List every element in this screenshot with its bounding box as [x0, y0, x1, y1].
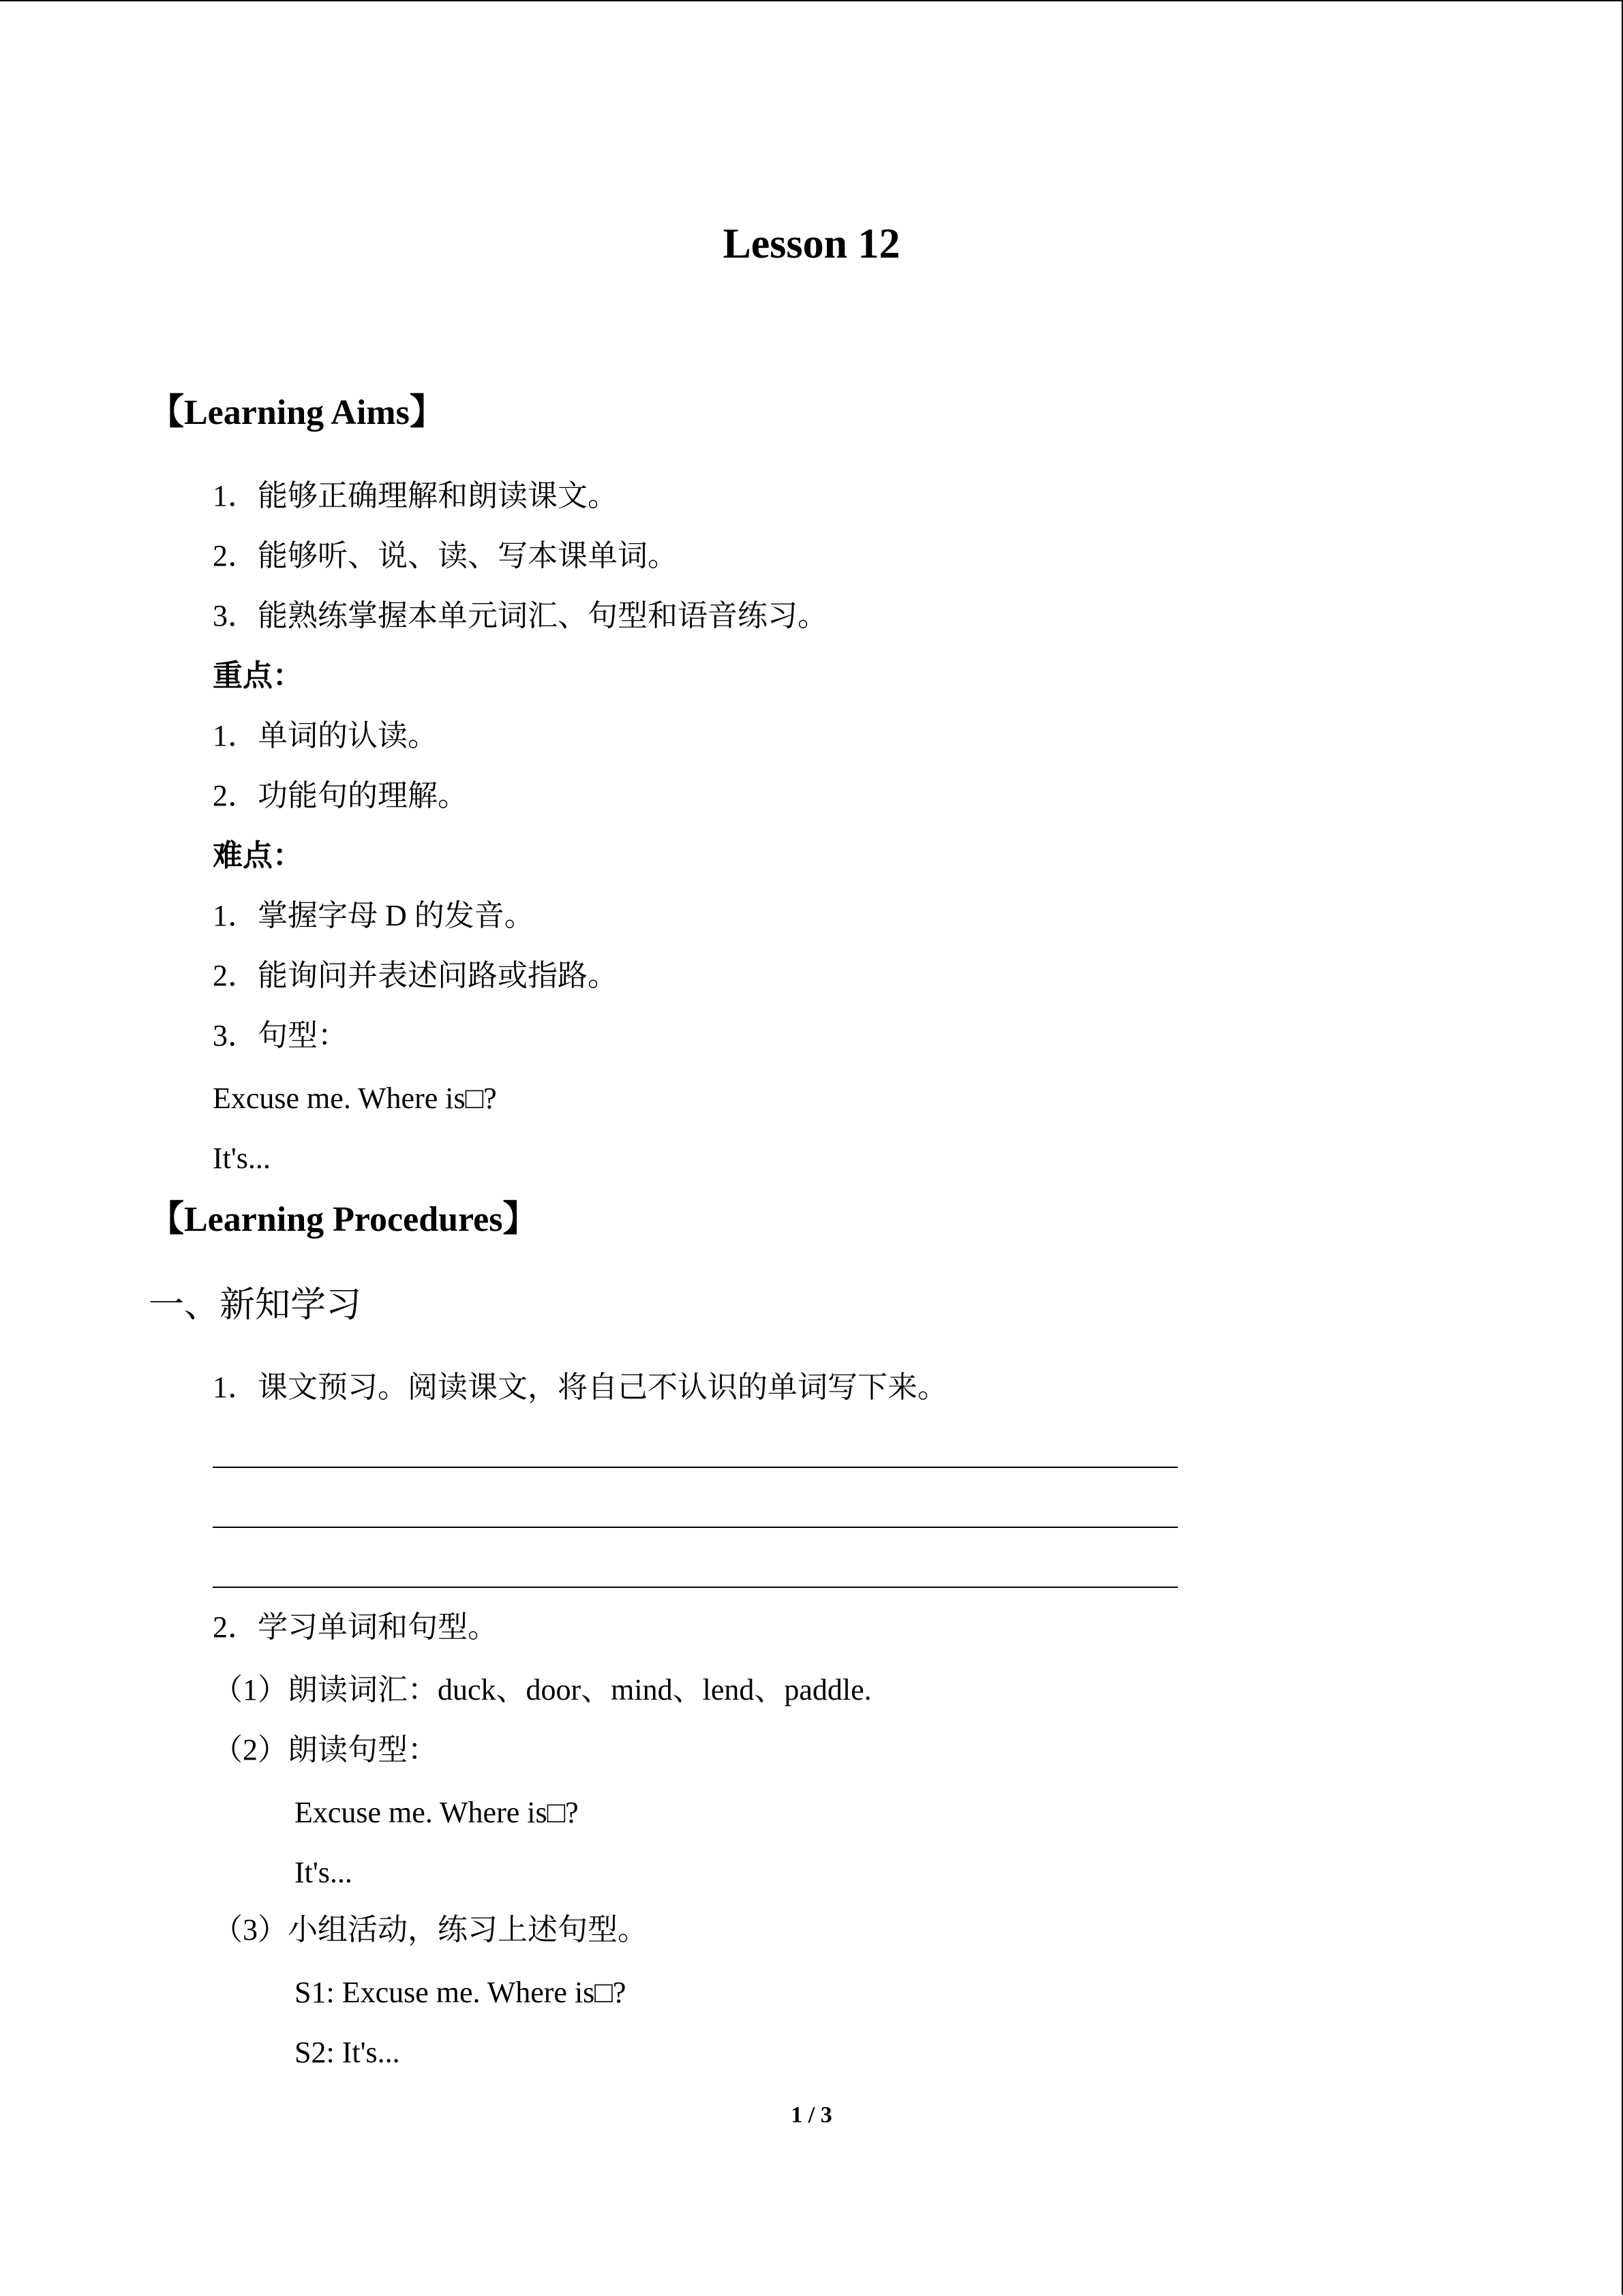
key-points-heading: 重点： — [213, 659, 303, 692]
difficult-point-item: 2．能询问并表述问路或指路。 — [213, 959, 618, 992]
vocabulary-item: （1）朗读词汇：duck、door、mind、lend、paddle. — [213, 1673, 872, 1706]
key-point-item: 1．单词的认读。 — [213, 719, 438, 752]
sentence-pattern: It's... — [294, 1856, 352, 1889]
group-activity-item: （3）小组活动，练习上述句型。 — [213, 1913, 648, 1946]
difficult-point-item: 3．句型： — [213, 1019, 348, 1052]
pattern-reading-item: （2）朗读句型： — [213, 1733, 438, 1766]
difficult-points-heading: 难点： — [213, 839, 303, 872]
sentence-pattern: It's... — [213, 1142, 271, 1175]
part-one-heading: 一、新知学习 — [149, 1286, 362, 1325]
dialogue-line: S2: It's... — [294, 2036, 400, 2069]
task-two: 2．学习单词和句型。 — [213, 1610, 498, 1644]
answer-line — [213, 1527, 1178, 1528]
dialogue-line: S1: Excuse me. Where is□? — [294, 1976, 626, 2009]
learning-aims-heading: 【Learning Aims】 — [149, 393, 445, 432]
sentence-pattern: Excuse me. Where is□? — [294, 1796, 579, 1829]
page-title: Lesson 12 — [723, 221, 900, 267]
learning-procedures-heading: 【Learning Procedures】 — [149, 1200, 539, 1239]
page-number: 1 / 3 — [791, 2102, 832, 2128]
aim-item: 2．能够听、说、读、写本课单词。 — [213, 539, 678, 572]
document-page — [0, 1, 1623, 2296]
task-one: 1．课文预习。阅读课文，将自己不认识的单词写下来。 — [213, 1371, 947, 1404]
key-point-item: 2．功能句的理解。 — [213, 779, 468, 812]
aim-item: 1．能够正确理解和朗读课文。 — [213, 479, 618, 512]
aim-item: 3．能熟练掌握本单元词汇、句型和语音练习。 — [213, 599, 828, 632]
answer-line — [213, 1587, 1178, 1588]
answer-line — [213, 1467, 1178, 1468]
difficult-point-item: 1．掌握字母 D 的发音。 — [213, 899, 534, 932]
sentence-pattern: Excuse me. Where is□? — [213, 1082, 497, 1115]
